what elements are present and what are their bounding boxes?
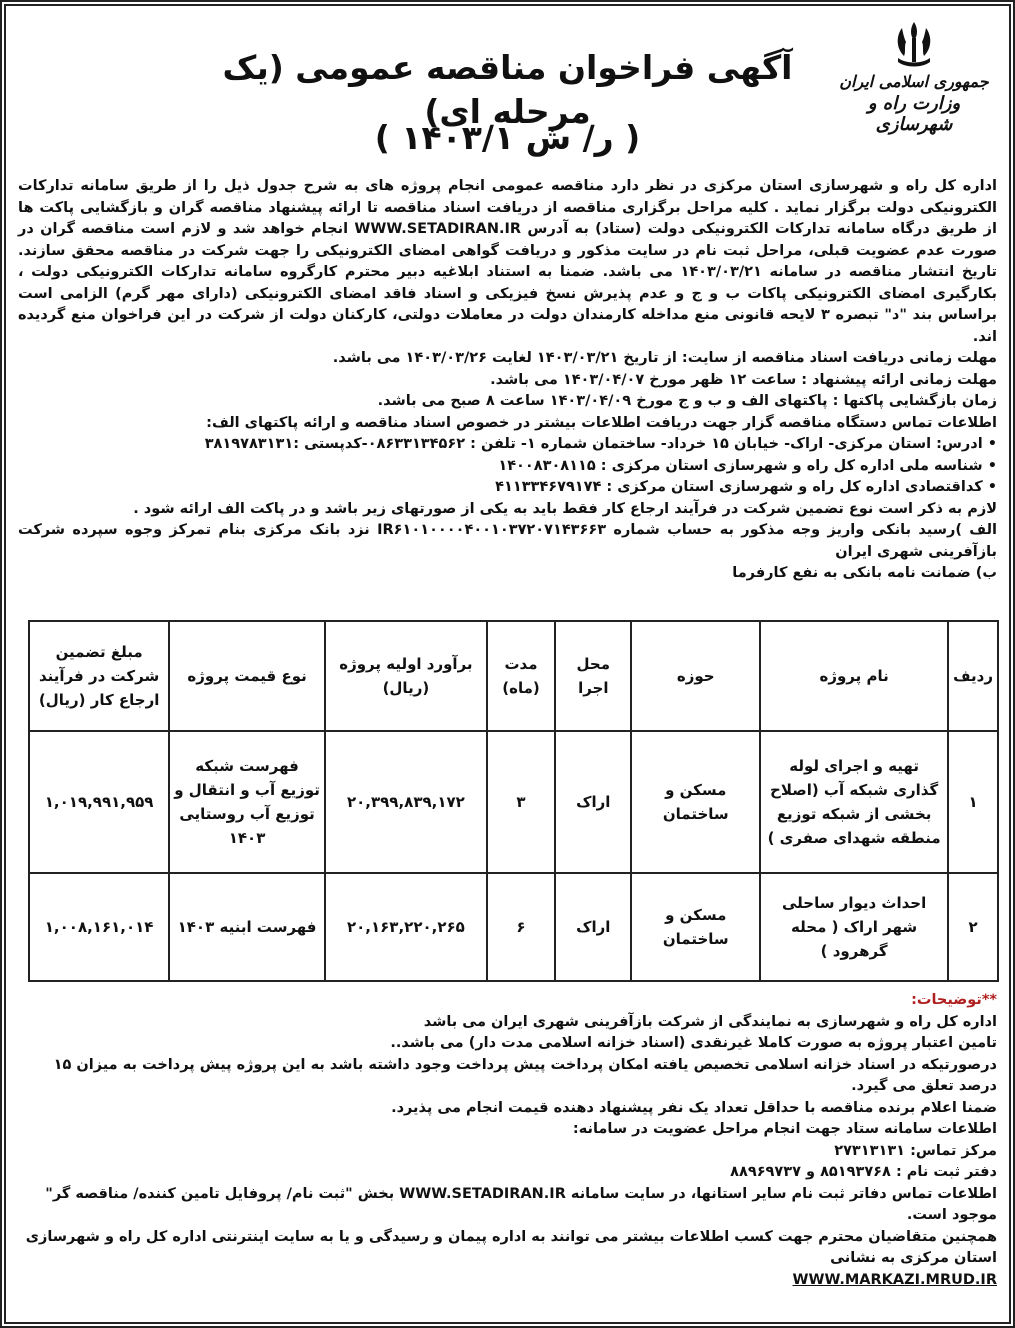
header-project-name: نام پروژه: [760, 621, 948, 731]
cell-domain: مسکن و ساختمان: [631, 873, 760, 981]
website-link[interactable]: WWW.MARKAZI.MRUD.IR: [792, 1271, 997, 1288]
cell-guarantee: ۱,۰۱۹,۹۹۱,۹۵۹: [29, 731, 169, 873]
intro-paragraph: اداره کل راه و شهرسازی استان مرکزی در نظر دارد مناقصه عمومی انجام پروژه های به شرح جدول ذیل را از طریق سامانه تدارکات الکترونیکی دولت برگزار نماید . کلیه مراحل برگزاری مناقصه از دریافت اسناد مناقصه تا ارائه پیشنهاد مناقصه گران و بازگشایی پاکت ها از طریق درگاه سامانه تدارکات الکترونیکی دولت (ستاد) به آدرس WWW.SETADIRAN.IR انجام خواهد شد و لازم است مناقصه گران در صورت عدم عضویت قبلی، مراحل ثبت نام در سایت مذکور و دریافت گواهی امضای الکترونیکی را جهت شرکت در مناقصه محقق سازند. تاریخ انتشار مناقصه در سامانه ۱۴۰۳/۰۳/۲۱ می باشد. ضمنا به استناد ابلاغیه دبیر محترم کارگروه سامانه تدارکات الکترونیکی دولت ، بکارگیری امضای الکترونیکی پاکات ب و ج و عدم پذیرش نسخ فیزیکی و اسناد فاقد امضای الکترونیکی (دارای مهر گرم) الزامی است براساس بند "د" تبصره ۳ لایحه قانونی منع مداخله کارمندان دولت در معاملات دولتی، کارکنان دولت از شرکت در این فراخوان منع گردیده اند.: [18, 178, 997, 345]
guarantee-option-a: الف )رسید بانکی واریز وجه مذکور به حساب شماره IR۶۱۰۱۰۰۰۰۴۰۰۱۰۳۷۲۰۷۱۴۳۶۶۳ نزد بانک مرکزی بنام تمرکز وجوه سپرده شرکت بازآفرینی شهری ایران: [18, 522, 997, 560]
cell-place: اراک: [555, 873, 631, 981]
iran-emblem-icon: [888, 18, 940, 70]
table-row: [29, 731, 998, 873]
cell-duration: ۶: [487, 873, 555, 981]
header-domain: حوزه: [631, 621, 760, 731]
note-item: ضمنا اعلام برنده مناقصه با حداقل تعداد یک نفر پیشنهاد دهنده قیمت انجام می پذیرد.: [391, 1099, 997, 1116]
cell-guarantee: ۱,۰۰۸,۱۶۱,۰۱۴: [29, 873, 169, 981]
note-item: همچنین متقاضیان محترم جهت کسب اطلاعات بیشتر می توانند به اداره پیمان و رسیدگی و یا به سایت اینترنتی اداره کل راه و شهرسازی استان مرکزی به نشانی: [25, 1228, 997, 1266]
intro-section: [18, 176, 997, 585]
cell-project-name: تهیه و اجرای لوله گذاری شبکه آب (اصلاح بخشی از شبکه توزیع منطقه شهدای صفری ): [760, 731, 948, 873]
national-id: • شناسه ملی اداره کل راه و شهرسازی استان مرکزی : ۱۴۰۰۸۳۰۸۱۱۵: [498, 457, 997, 474]
registration-office: دفتر ثبت نام : ۸۵۱۹۳۷۶۸ و ۸۸۹۶۹۷۳۷: [730, 1164, 997, 1180]
proposal-deadline: مهلت زمانی ارائه پیشنهاد : ساعت ۱۲ ظهر مورخ ۱۴۰۳/۰۴/۰۷ می باشد.: [490, 371, 997, 388]
note-item: تامین اعتبار پروژه به صورت کاملا غیرنقدی (اسناد خزانه اسلامی مدت دار) می باشد..: [390, 1035, 997, 1051]
contact-address: • ادرس: استان مرکزی- اراک- خیابان ۱۵ خرداد- ساختمان شماره ۱- تلفن : ۰۸۶۳۳۱۳۴۵۶۲-کدپستی :۳۸۱۹۷۸۳۱۳۱: [204, 436, 997, 452]
cell-place: اراک: [555, 731, 631, 873]
ministry-emblem: [839, 18, 989, 136]
cell-price-type: فهرست شبکه توزیع آب و انتقال و توزیع آب روستایی ۱۴۰۳: [169, 731, 325, 873]
note-item: اداره کل راه و شهرسازی به نمایندگی از شرکت بازآفرینی شهری ایران می باشد: [423, 1013, 997, 1030]
contact-heading: اطلاعات تماس دستگاه مناقصه گزار جهت دریافت اطلاعات بیشتر در خصوص اسناد مناقصه و ارائه پاکتهای الف:: [206, 414, 997, 431]
opening-time: زمان بازگشایی پاکتها : پاکتهای الف و ب و ج مورخ ۱۴۰۳/۰۴/۰۹ ساعت ۸ صبح می باشد.: [377, 393, 997, 409]
guarantee-option-b: ب) ضمانت نامه بانکی به نفع کارفرما: [732, 565, 997, 581]
economic-code: • کداقتصادی اداره کل راه و شهرسازی استان مرکزی : ۴۱۱۳۳۴۶۷۹۱۷۴: [495, 479, 997, 495]
header-price-type: نوع قیمت پروژه: [169, 621, 325, 731]
cell-estimate: ۲۰,۱۶۳,۲۲۰,۲۶۵: [325, 873, 487, 981]
header-row-number: ردیف: [948, 621, 998, 731]
cell-row-number: ۲: [948, 873, 998, 981]
header-duration: مدت (ماه): [487, 621, 555, 731]
note-item: اطلاعات سامانه ستاد جهت انجام مراحل عضویت در سامانه:: [572, 1121, 997, 1137]
cell-price-type: فهرست ابنیه ۱۴۰۳: [169, 873, 325, 981]
header-guarantee: مبلغ تضمین شرکت در فرآیند ارجاع کار (ریال): [29, 621, 169, 731]
table-header-row: [29, 621, 998, 731]
cell-row-number: ۱: [948, 731, 998, 873]
cell-duration: ۳: [487, 731, 555, 873]
note-item: اطلاعات تماس دفاتر ثبت نام سایر استانها، در سایت سامانه WWW.SETADIRAN.IR بخش "ثبت نام/ پروفایل تامین کننده/ مناقصه گر" موجود است.: [45, 1185, 997, 1223]
page-title: آگهی فراخوان مناقصه عمومی (یک مرحله ای): [222, 48, 793, 131]
cell-domain: مسکن و ساختمان: [631, 731, 760, 873]
document-deadline: مهلت زمانی دریافت اسناد مناقصه از سایت: از تاریخ ۱۴۰۳/۰۳/۲۱ لغایت ۱۴۰۳/۰۳/۲۶ می باشد.: [332, 350, 997, 366]
cell-project-name: احداث دیوار ساحلی شهر اراک ( محله گرهرود ): [760, 873, 948, 981]
notice-number: ( ر/ ش ۱۴۰۳/۱ ): [374, 118, 641, 157]
projects-table: [28, 620, 999, 982]
header-place: محل اجرا: [555, 621, 631, 731]
table-row: [29, 873, 998, 981]
emblem-ministry-name: وزارت راه و شهرسازی: [867, 93, 961, 135]
cell-estimate: ۲۰,۳۹۹,۸۳۹,۱۷۲: [325, 731, 487, 873]
call-center: مرکز تماس: ۲۷۳۱۳۱۳۱: [834, 1142, 997, 1159]
guarantee-note: لازم به ذکر است نوع تضمین شرکت در فرآیند ارجاع کار فقط باید به یکی از صورتهای زیر باشد و در پاکت الف ارائه شود .: [133, 500, 997, 517]
emblem-country-name: جمهوری اسلامی ایران: [839, 72, 989, 91]
notes-title: **توضیحات:: [911, 992, 997, 1008]
notes-section: [18, 990, 997, 1291]
header-estimate: برآورد اولیه پروژه (ریال): [325, 621, 487, 731]
note-item: درصورتیکه در اسناد خزانه اسلامی تخصیص یافته امکان پرداخت پیش پرداخت وجود داشته باشد به این پروژه پیش پرداخت به میزان ۱۵ درصد تعلق می گیرد.: [53, 1056, 997, 1094]
